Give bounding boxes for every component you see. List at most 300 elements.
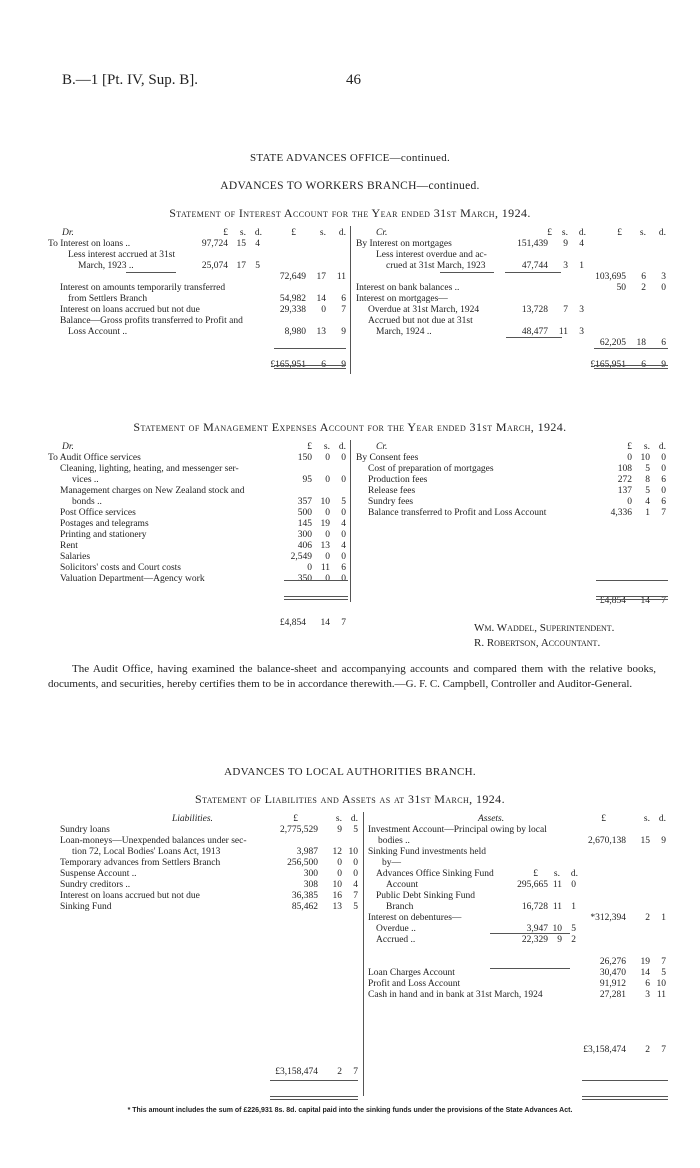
table-row	[48, 486, 348, 497]
local-branch-title: ADVANCES TO LOCAL AUTHORITIES BRANCH.	[224, 766, 476, 778]
amount: 11	[552, 880, 562, 890]
col-head: s.	[335, 814, 342, 824]
col-head: s.	[553, 869, 560, 879]
row-amount: 0	[661, 453, 666, 463]
line-text: To Interest on loans ..	[48, 239, 131, 249]
amount: 97,724	[201, 239, 228, 249]
amount: 5	[571, 924, 576, 934]
interest-dr	[48, 228, 348, 371]
row-amount: 0	[341, 508, 346, 518]
rule	[284, 580, 348, 581]
management-statement-title: Statement of Management Expenses Account for the Year ended 31st March, 1924.	[133, 420, 567, 434]
amount: 7	[563, 305, 568, 315]
row-amount: 0	[325, 475, 330, 485]
amount: 4	[579, 239, 584, 249]
row-amount: 8	[645, 475, 650, 485]
amount: 295,665	[517, 880, 548, 890]
row-amount: 0	[325, 508, 330, 518]
rule	[274, 365, 346, 369]
row-label: Cost of preparation of mortgages	[368, 464, 494, 474]
table-row	[48, 552, 348, 563]
row-amount: 10	[348, 847, 358, 857]
amount: 62,205	[599, 338, 626, 348]
row-label: To Audit Office services	[48, 453, 141, 463]
row-label: Valuation Department—Agency work	[60, 574, 205, 584]
line-text: Accrued ..	[376, 935, 416, 945]
table-row	[48, 453, 348, 464]
rule	[594, 365, 668, 369]
row-label: Temporary advances from Settlers Branch	[60, 858, 221, 868]
amount: 3	[579, 305, 584, 315]
row-label: Postages and telegrams	[60, 519, 149, 529]
office-title: STATE ADVANCES OFFICE—continued.	[249, 152, 451, 164]
col-head: d.	[658, 228, 666, 238]
total: 14	[320, 618, 330, 628]
row-amount: 4,336	[610, 508, 632, 518]
amount: 1	[661, 913, 666, 923]
col-head: s.	[319, 228, 326, 238]
rule	[582, 1080, 668, 1081]
amount: 0	[321, 305, 326, 315]
total: £165,951	[270, 360, 306, 370]
table-row	[48, 891, 360, 902]
row-label: Sinking Fund	[60, 902, 112, 912]
total: 14	[640, 596, 650, 606]
col-head: £	[547, 228, 552, 238]
amount: 6	[645, 979, 650, 989]
col-head: d.	[658, 442, 666, 452]
row-label: Rent	[60, 541, 78, 551]
col-head: d.	[350, 814, 358, 824]
table-row	[48, 847, 360, 858]
row-amount: 5	[353, 825, 358, 835]
amount: 5	[255, 261, 260, 271]
row-amount: 9	[337, 825, 342, 835]
row-amount: 357	[297, 497, 312, 507]
interest-cr	[356, 228, 668, 371]
amount: 18	[636, 338, 646, 348]
amount: 2,670,138	[588, 836, 626, 846]
line-text: Profit and Loss Account	[368, 979, 461, 989]
amount: 7	[661, 957, 666, 967]
row-amount: 85,462	[291, 902, 318, 912]
amount: 11	[552, 902, 562, 912]
amount: 22,329	[521, 935, 548, 945]
row-amount: 0	[325, 552, 330, 562]
row-amount: 6	[661, 497, 666, 507]
dr-head: Dr.	[62, 442, 74, 452]
line-text: from Settlers Branch	[68, 294, 148, 304]
line-text: Overdue ..	[376, 924, 416, 934]
row-label: Interest on loans accrued but not due	[60, 891, 200, 901]
table-row	[356, 475, 668, 486]
total: 2	[645, 1045, 650, 1055]
line-text: crued at 31st March, 1923	[386, 261, 486, 271]
row-label: Loan-moneys—Unexpended balances under sec-	[60, 836, 247, 846]
line-text: Public Debt Sinking Fund	[376, 891, 475, 901]
row-amount: 500	[297, 508, 312, 518]
table-row	[48, 880, 360, 891]
amount: *312,394	[590, 913, 626, 923]
cr-head: Cr.	[376, 228, 388, 238]
row-amount: 406	[297, 541, 312, 551]
rule	[490, 968, 570, 969]
total: 9	[341, 360, 346, 370]
amount: 103,695	[595, 272, 626, 282]
row-amount: 0	[661, 486, 666, 496]
col-head: d.	[338, 228, 346, 238]
col-head: £	[293, 814, 298, 824]
footnote: * This amount includes the sum of £226,931 8s. 8d. capital paid into the sinking funds under the provisions of the State Advances Act.	[127, 1107, 573, 1114]
amount: 19	[640, 957, 650, 967]
col-head: £	[617, 228, 622, 238]
amount: 2	[571, 935, 576, 945]
row-amount: 0	[661, 464, 666, 474]
row-amount: 12	[332, 847, 342, 857]
rule	[506, 337, 562, 338]
amount: 2	[645, 913, 650, 923]
row-amount: 137	[617, 486, 632, 496]
col-head: £	[533, 869, 538, 879]
col-head: £	[601, 814, 606, 824]
row-amount: 0	[341, 530, 346, 540]
rule	[440, 272, 494, 273]
amount: 10	[552, 924, 562, 934]
line-text: Branch	[386, 902, 414, 912]
assets-head: Assets.	[478, 814, 505, 824]
row-amount: 4	[341, 541, 346, 551]
col-head: £	[627, 442, 632, 452]
table-row	[356, 508, 668, 519]
line-text: By Interest on mortgages	[356, 239, 452, 249]
rule	[490, 933, 570, 934]
line-text: Cash in hand and in bank at 31st March, 1924	[368, 990, 543, 1000]
rule	[126, 272, 176, 273]
row-amount: 6	[341, 563, 346, 573]
line-text: March, 1923 ..	[78, 261, 134, 271]
rule	[596, 596, 668, 600]
rule	[270, 1080, 358, 1081]
row-label: Production fees	[368, 475, 428, 485]
amount: 5	[661, 968, 666, 978]
amount: 3,947	[526, 924, 548, 934]
table-row	[48, 530, 348, 541]
rule	[270, 1096, 358, 1100]
row-label: Management charges on New Zealand stock and	[60, 486, 245, 496]
row-amount: 5	[341, 497, 346, 507]
rule	[582, 1096, 668, 1100]
balance-sheet-title: Statement of Liabilities and Assets as at 31st March, 1924.	[195, 792, 505, 806]
row-label: Cleaning, lighting, heating, and messenger ser-	[60, 464, 239, 474]
total: £3,158,474	[275, 1067, 318, 1077]
row-amount: 108	[617, 464, 632, 474]
row-amount: 0	[341, 574, 346, 584]
row-amount: 7	[353, 891, 358, 901]
row-amount: 0	[325, 530, 330, 540]
line-text: Less interest overdue and ac-	[376, 250, 487, 260]
row-amount: 4	[645, 497, 650, 507]
line-text: Balance—Gross profits transferred to Profit and	[60, 316, 243, 326]
signature-accountant: R. Robertson, Accountant.	[474, 637, 601, 649]
table-row	[48, 902, 360, 913]
amount: 9	[661, 836, 666, 846]
row-amount: 150	[297, 453, 312, 463]
total: 6	[641, 360, 646, 370]
col-head: £	[307, 442, 312, 452]
table-row	[48, 825, 360, 836]
col-head: £	[291, 228, 296, 238]
row-amount: 5	[353, 902, 358, 912]
row-amount: 0	[337, 869, 342, 879]
table-row	[48, 519, 348, 530]
col-head: d.	[338, 442, 346, 452]
amount: 14	[316, 294, 326, 304]
amount: 11	[656, 990, 666, 1000]
row-amount: 300	[297, 530, 312, 540]
assets	[368, 814, 668, 1056]
amount: 151,439	[517, 239, 548, 249]
amount: 3	[661, 272, 666, 282]
amount: 10	[656, 979, 666, 989]
amount: 11	[558, 327, 568, 337]
line-text: Loan Charges Account	[368, 968, 455, 978]
row-amount: 95	[302, 475, 312, 485]
col-head: s.	[323, 442, 330, 452]
amount: 3	[579, 327, 584, 337]
line-text: Sinking Fund investments held	[368, 847, 486, 857]
total: 7	[341, 618, 346, 628]
amount: 29,338	[279, 305, 306, 315]
amount: 13	[316, 327, 326, 337]
management-dr	[48, 442, 348, 629]
col-head: s.	[643, 442, 650, 452]
row-amount: 7	[661, 508, 666, 518]
balance-divider	[363, 812, 364, 1096]
amount: 6	[661, 338, 666, 348]
line-text: Overdue at 31st March, 1924	[368, 305, 480, 315]
table-row	[48, 541, 348, 552]
row-amount: 0	[627, 497, 632, 507]
management-divider	[350, 440, 351, 602]
row-amount: 19	[320, 519, 330, 529]
amount: 2	[641, 283, 646, 293]
amount: 13,728	[521, 305, 548, 315]
col-head: d.	[254, 228, 262, 238]
row-label: By Consent fees	[356, 453, 419, 463]
line-text: Interest on debentures—	[368, 913, 462, 923]
line-text: bodies ..	[378, 836, 410, 846]
page-number: 46	[346, 72, 361, 88]
row-label: bonds ..	[72, 497, 102, 507]
row-amount: 6	[661, 475, 666, 485]
row-label: Solicitors' costs and Court costs	[60, 563, 181, 573]
row-amount: 10	[320, 497, 330, 507]
total: £4,854	[599, 596, 626, 606]
amount: 0	[571, 880, 576, 890]
row-amount: 0	[341, 453, 346, 463]
amount: 30,470	[599, 968, 626, 978]
table-row	[48, 869, 360, 880]
col-head: d.	[658, 814, 666, 824]
row-label: Sundry fees	[368, 497, 414, 507]
row-label: Release fees	[368, 486, 416, 496]
amount: 9	[563, 239, 568, 249]
table-row	[356, 497, 668, 508]
amount: 9	[341, 327, 346, 337]
row-amount: 10	[640, 453, 650, 463]
rule	[505, 272, 561, 273]
table-row	[356, 464, 668, 475]
row-amount: 145	[297, 519, 312, 529]
total: 7	[661, 1045, 666, 1055]
amount: 14	[640, 968, 650, 978]
amount: 9	[557, 935, 562, 945]
row-label: Sundry creditors ..	[60, 880, 131, 890]
amount: 72,649	[279, 272, 306, 282]
total: £165,951	[590, 360, 626, 370]
table-row	[48, 858, 360, 869]
col-head: d.	[570, 869, 578, 879]
management-cr	[356, 442, 668, 607]
interest-divider	[350, 226, 351, 374]
table-row	[356, 453, 668, 464]
row-amount: 0	[307, 563, 312, 573]
table-row	[356, 486, 668, 497]
audit-certificate: The Audit Office, having examined the balance-sheet and accompanying accounts and compared them with the relative books, documents, and securities, hereby certifies them to be in accordance therewith.—G. F. C. Campbell, Controller and Auditor-General.	[48, 663, 656, 690]
rule	[284, 596, 348, 600]
page-reference: B.—1 [Pt. IV, Sup. B].	[62, 72, 198, 88]
row-label: Salaries	[60, 552, 91, 562]
total: 7	[353, 1067, 358, 1077]
row-label: Balance transferred to Profit and Loss Account	[368, 508, 547, 518]
rule	[594, 348, 668, 349]
row-amount: 11	[320, 563, 330, 573]
row-amount: 2,775,529	[280, 825, 318, 835]
row-amount: 272	[617, 475, 632, 485]
table-row	[48, 836, 360, 847]
total: £4,854	[279, 618, 306, 628]
row-amount: 350	[297, 574, 312, 584]
row-amount: 256,500	[287, 858, 318, 868]
amount: 17	[316, 272, 326, 282]
amount: 0	[661, 283, 666, 293]
row-amount: 3,987	[296, 847, 318, 857]
line-text: Investment Account—Principal owing by local	[368, 825, 547, 835]
total: 7	[661, 596, 666, 606]
row-label: Suspense Account ..	[60, 869, 137, 879]
amount: 6	[641, 272, 646, 282]
line-text: by—	[382, 858, 401, 868]
table-row	[48, 475, 348, 486]
liabilities	[48, 814, 360, 1078]
amount: 15	[640, 836, 650, 846]
row-amount: 308	[303, 880, 318, 890]
col-head: s.	[639, 228, 646, 238]
interest-statement-title: Statement of Interest Account for the Year ended 31st March, 1924.	[169, 206, 531, 220]
amount: 16,728	[521, 902, 548, 912]
amount: 1	[579, 261, 584, 271]
amount: 26,276	[599, 957, 626, 967]
row-label: Sundry loans	[60, 825, 110, 835]
row-amount: 0	[353, 858, 358, 868]
line-text: Interest on loans accrued but not due	[60, 305, 200, 315]
row-amount: 0	[337, 858, 342, 868]
row-amount: 0	[325, 453, 330, 463]
line-text: Interest on amounts temporarily transferred	[60, 283, 226, 293]
branch-title: ADVANCES TO WORKERS BRANCH—continued.	[220, 180, 480, 192]
amount: 3	[645, 990, 650, 1000]
row-amount: 5	[645, 486, 650, 496]
col-head: s.	[239, 228, 246, 238]
col-head: s.	[643, 814, 650, 824]
row-amount: 4	[353, 880, 358, 890]
row-amount: 300	[303, 869, 318, 879]
line-text: Less interest accrued at 31st	[68, 250, 176, 260]
amount: 15	[236, 239, 246, 249]
amount: 17	[236, 261, 246, 271]
row-label: Post Office services	[60, 508, 136, 518]
amount: 54,982	[279, 294, 306, 304]
amount: 3	[563, 261, 568, 271]
rule	[274, 348, 346, 349]
table-row	[48, 464, 348, 475]
row-label: vices ..	[72, 475, 99, 485]
line-text: Advances Office Sinking Fund	[376, 869, 494, 879]
line-text: Accrued but not due at 31st	[368, 316, 473, 326]
row-amount: 0	[353, 869, 358, 879]
row-amount: 13	[332, 902, 342, 912]
col-head: d.	[578, 228, 586, 238]
amount: 91,912	[599, 979, 626, 989]
amount: 8,980	[284, 327, 306, 337]
amount: 50	[616, 283, 626, 293]
rule	[596, 580, 668, 581]
row-label: Printing and stationery	[60, 530, 147, 540]
row-amount: 1	[645, 508, 650, 518]
amount: 47,744	[521, 261, 548, 271]
amount: 48,477	[521, 327, 548, 337]
table-row	[48, 563, 348, 574]
amount: 25,074	[201, 261, 228, 271]
cr-head: Cr.	[376, 442, 388, 452]
row-amount: 2,549	[290, 552, 312, 562]
row-amount: 0	[341, 475, 346, 485]
row-amount: 36,385	[291, 891, 318, 901]
row-amount: 13	[320, 541, 330, 551]
line-text: Account	[386, 880, 419, 890]
amount: 1	[571, 902, 576, 912]
row-amount: 0	[341, 552, 346, 562]
liabilities-head: Liabilities.	[172, 814, 213, 824]
row-label: tion 72, Local Bodies' Loans Act, 1913	[72, 847, 221, 857]
total: 9	[661, 360, 666, 370]
line-text: Loss Account ..	[68, 327, 128, 337]
row-amount: 0	[325, 574, 330, 584]
col-head: s.	[561, 228, 568, 238]
amount: 7	[341, 305, 346, 315]
table-row	[48, 508, 348, 519]
row-amount: 16	[332, 891, 342, 901]
col-head: £	[223, 228, 228, 238]
line-text: Interest on mortgages—	[356, 294, 448, 304]
total: 2	[337, 1067, 342, 1077]
amount: 11	[336, 272, 346, 282]
amount: 27,281	[599, 990, 626, 1000]
row-amount: 4	[341, 519, 346, 529]
row-amount: 10	[332, 880, 342, 890]
total: £3,158,474	[583, 1045, 626, 1055]
total: 6	[321, 360, 326, 370]
